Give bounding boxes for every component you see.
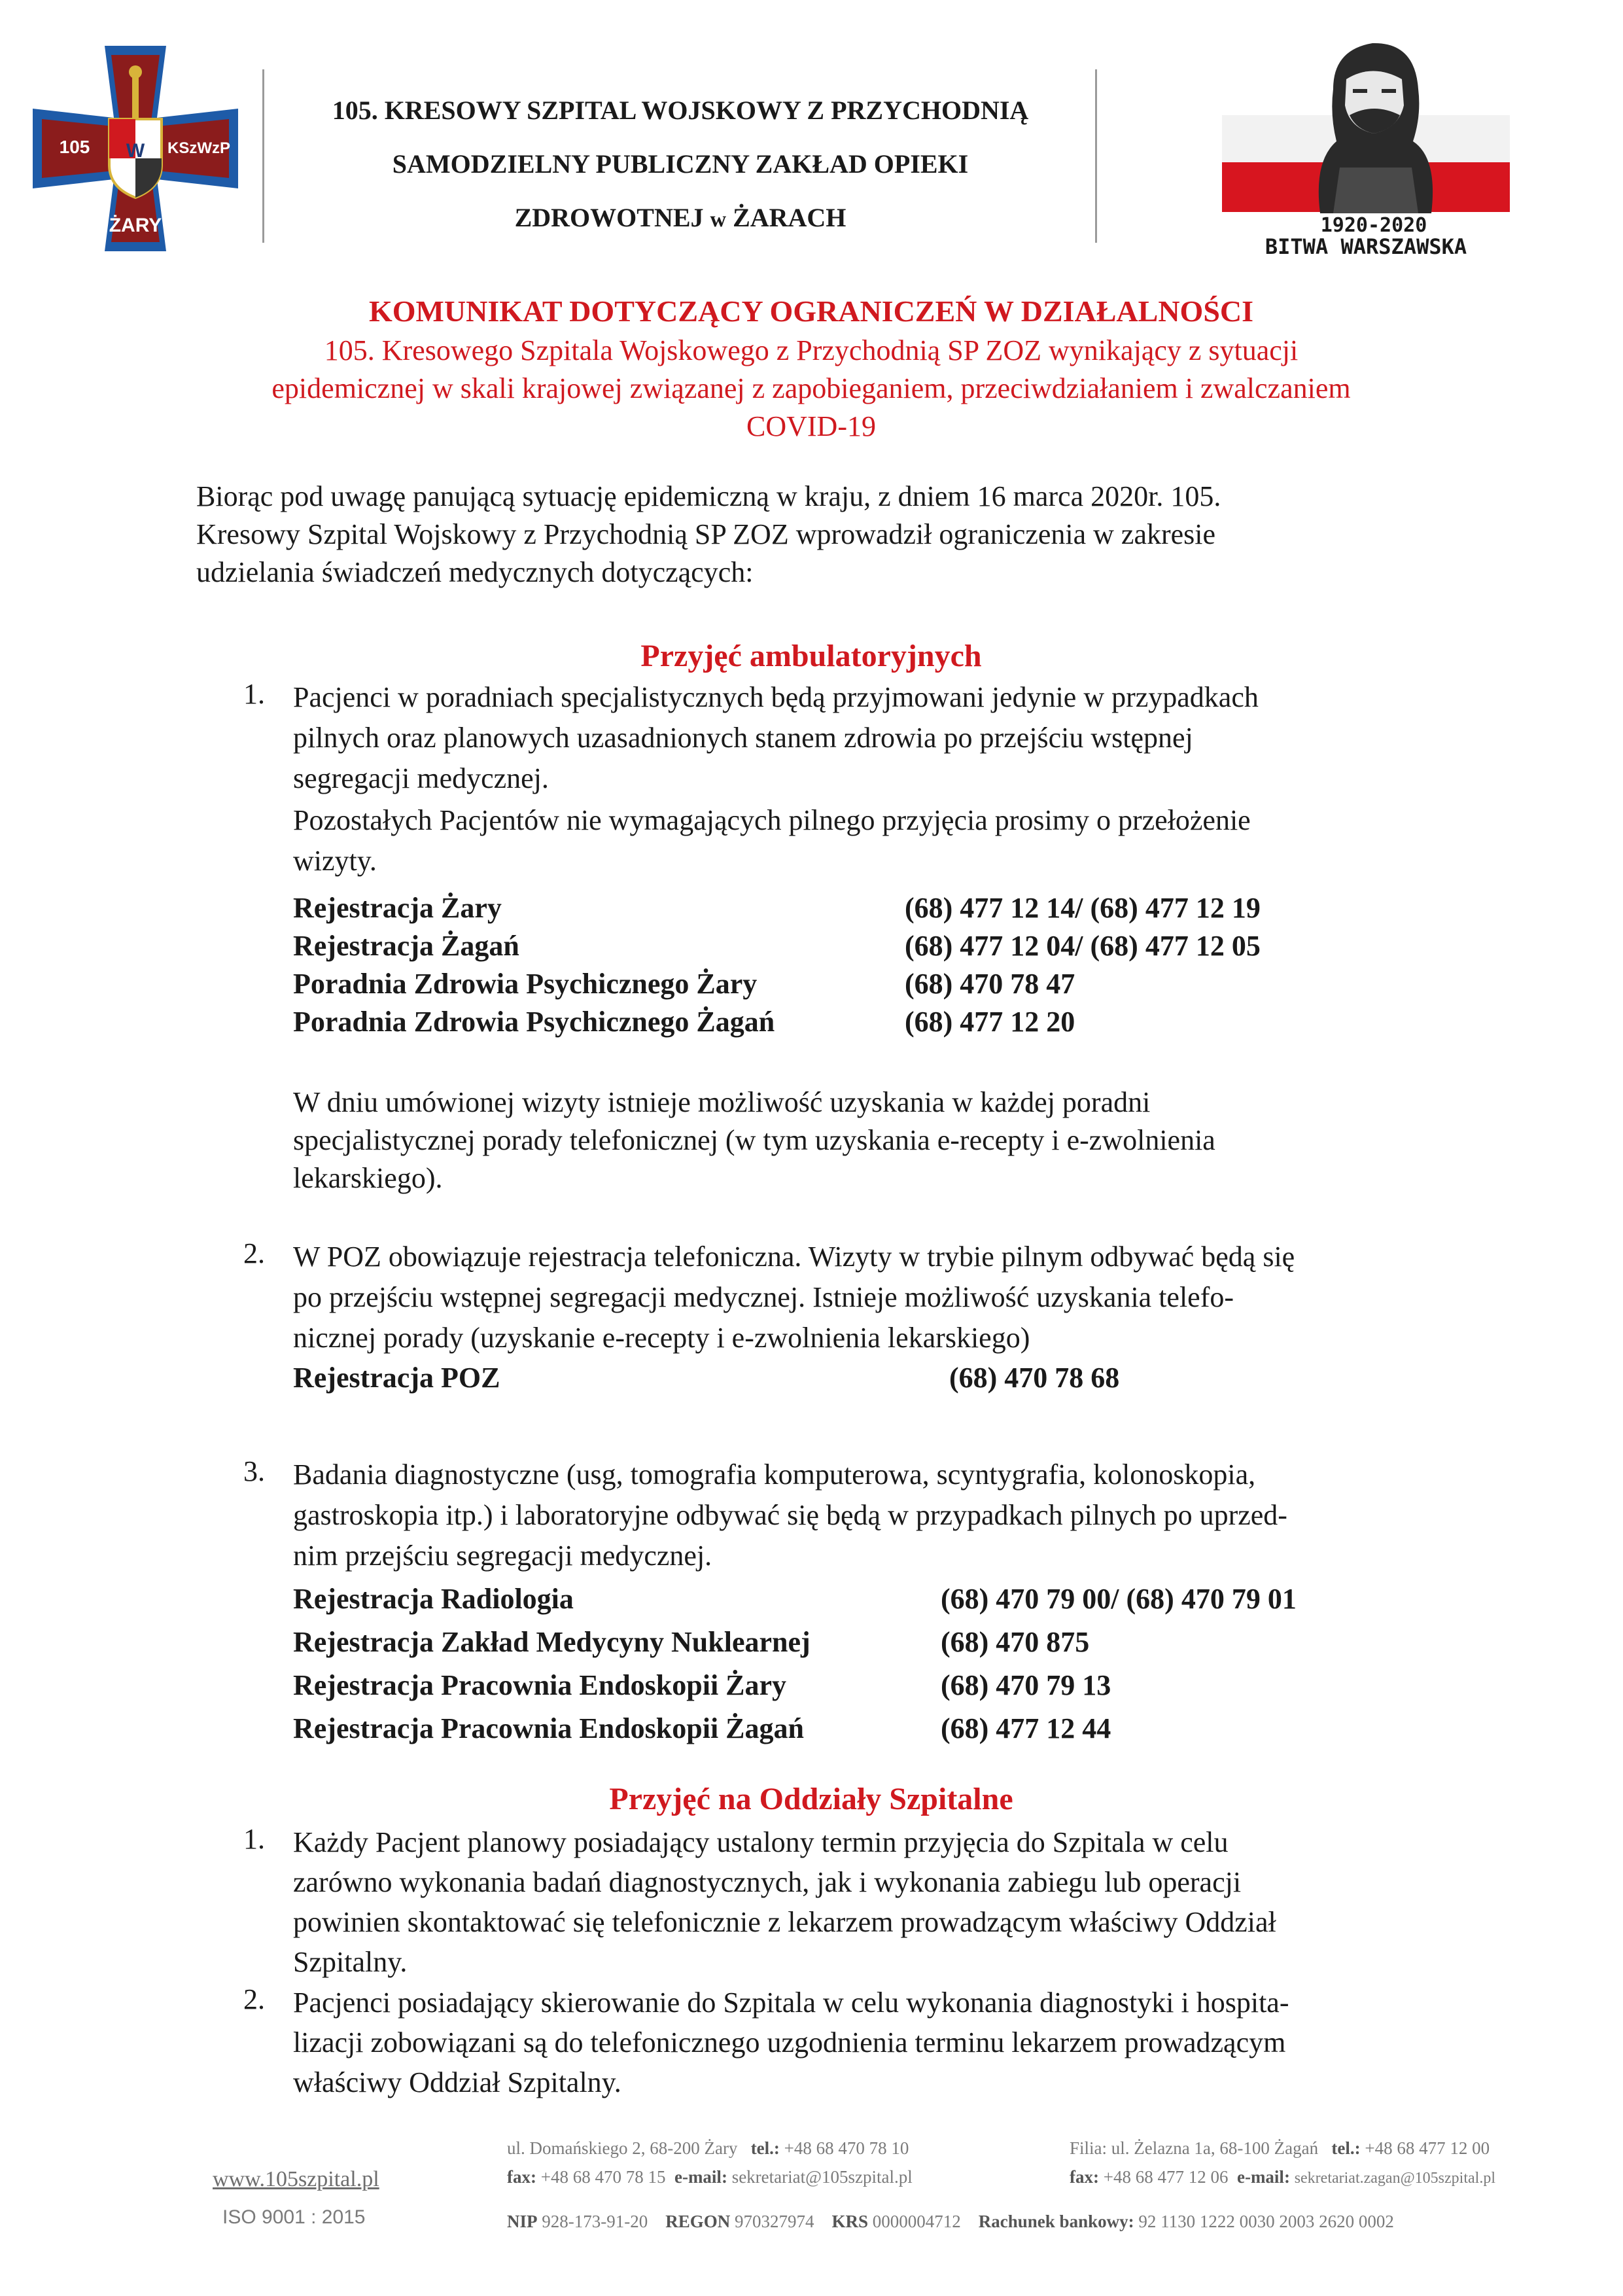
item-line: gastroskopia itp.) i laboratoryjne odbywać się będą w przypadkach pilnych po uprzed- <box>293 1499 1287 1531</box>
footer-branch-address-line <box>1070 2138 1490 2159</box>
branch-email: sekretariat.zagan@105szpital.pl <box>1294 2170 1495 2187</box>
logo-mark: W <box>126 140 145 162</box>
footer-main-contact-line <box>507 2167 913 2187</box>
intro-line: Biorąc pod uwagę panującą sytuację epidemiczną w kraju, z dniem 16 marca 2020r. 105. <box>196 480 1221 512</box>
registration-name: Rejestracja Żary <box>293 892 502 924</box>
item-line: wizyty. <box>293 845 377 877</box>
registration-phone: (68) 470 78 47 <box>905 968 1075 1000</box>
registration-phone: (68) 470 79 13 <box>941 1669 1111 1701</box>
list-item-text <box>293 1822 1276 1982</box>
note-line: specjalistycznej porady telefonicznej (w tym uzyskania e-recepty i e-zwolnienia <box>293 1124 1215 1156</box>
item-line: segregacji medycznej. <box>293 762 549 794</box>
registration-name: Rejestracja Pracownia Endoskopii Żagań <box>293 1712 804 1744</box>
item-note <box>293 1084 1215 1197</box>
logo-city: ŻARY <box>109 215 162 236</box>
registration-name: Rejestracja Zakład Medycyny Nuklearnej <box>293 1626 811 1658</box>
item-line: nicznej porady (uzyskanie e-recepty i e-zwolnienia lekarskiego) <box>293 1322 1030 1354</box>
item-line: zarówno wykonania badań diagnostycznych, jak i wykonania zabiegu lub operacji <box>293 1866 1242 1898</box>
website-link[interactable]: www.105szpital.pl <box>213 2167 379 2191</box>
krs-value: 0000004712 <box>872 2212 961 2231</box>
intro-line: Kresowy Szpital Wojskowy z Przychodnią SP ZOZ wprowadził ograniczenia w zakresie <box>196 518 1216 550</box>
branch-fax-label: fax: <box>1070 2167 1099 2187</box>
bank-label: Rachunek bankowy: <box>978 2212 1134 2231</box>
item-line: powinien skontaktować się telefonicznie z lekarzem prowadzącym właściwy Oddział <box>293 1906 1276 1938</box>
subtitle-line: epidemicznej w skali krajowej związanej z zapobieganiem, przeciwdziałaniem i zwalczaniem <box>271 372 1351 404</box>
main-fax-label: fax: <box>507 2167 536 2187</box>
item-line: Pacjenci w poradniach specjalistycznych będą przyjmowani jedynie w przypadkach <box>293 681 1259 713</box>
intro-paragraph <box>196 478 1221 592</box>
list-item-text <box>293 1983 1289 2102</box>
portrait-illustration <box>1319 43 1433 213</box>
item-line: Pacjenci posiadający skierowanie do Szpitala w celu wykonania diagnostyki i hospita- <box>293 1987 1289 2019</box>
registration-name: Poradnia Zdrowia Psychicznego Żagań <box>293 1006 775 1038</box>
item-line: Badania diagnostyczne (usg, tomografia komputerowa, scyntygrafia, kolonoskopia, <box>293 1458 1256 1491</box>
hospital-name <box>268 84 1092 247</box>
branch-tel-label: tel.: <box>1331 2138 1361 2158</box>
item-line: Szpitalny. <box>293 1946 408 1978</box>
anniversary-logo <box>1222 17 1510 256</box>
krs-label: KRS <box>831 2212 869 2231</box>
item-line: pilnych oraz planowych uzasadnionych stanem zdrowia po przejściu wstępnej <box>293 722 1193 754</box>
section-title-ambulatory: Przyjęć ambulatoryjnych <box>640 639 982 673</box>
subtitle-line: 105. Kresowego Szpitala Wojskowego z Przychodnią SP ZOZ wynikający z sytuacji <box>324 334 1299 366</box>
nip-value: 928-173-91-20 <box>542 2212 648 2231</box>
list-number: 1. <box>243 1823 265 1855</box>
item-line: Każdy Pacjent planowy posiadający ustalony termin przyjęcia do Szpitala w celu <box>293 1826 1229 1858</box>
registration-phone: (68) 470 875 <box>941 1626 1090 1658</box>
note-line: lekarskiego). <box>293 1162 443 1194</box>
registration-phone: (68) 477 12 14/ (68) 477 12 19 <box>905 892 1261 924</box>
main-email-label: e-mail: <box>674 2167 727 2187</box>
item-line: nim przejściu segregacji medycznej. <box>293 1540 712 1572</box>
registration-name: Rejestracja POZ <box>293 1362 500 1394</box>
subtitle-line: COVID-19 <box>746 410 876 442</box>
iso-certification: ISO 9001 : 2015 <box>222 2206 366 2228</box>
note-line: W dniu umówionej wizyty istnieje możliwość uzyskania w każdej poradni <box>293 1086 1151 1118</box>
logo-caption: BITWA WARSZAWSKA <box>1265 234 1467 256</box>
hospital-logo <box>27 41 243 256</box>
main-tel-label: tel.: <box>750 2138 780 2158</box>
footer-registry-line <box>507 2212 1394 2232</box>
regon-value: 970327974 <box>735 2212 814 2231</box>
list-item-text <box>293 1455 1287 1576</box>
announcement-subtitle <box>131 332 1492 446</box>
list-number: 1. <box>243 678 265 710</box>
logo-number: 105 <box>59 137 90 157</box>
bank-value: 92 1130 1222 0030 2003 2620 0002 <box>1138 2212 1394 2231</box>
branch-tel: +48 68 477 12 00 <box>1365 2138 1490 2158</box>
branch-fax: +48 68 477 12 06 <box>1103 2167 1229 2187</box>
logo-text: KSzWzP <box>167 139 230 157</box>
branch-email-label: e-mail: <box>1236 2167 1290 2187</box>
hospital-name-line: ZDROWOTNEJ w ŻARACH <box>514 203 846 232</box>
main-tel: +48 68 470 78 10 <box>784 2138 909 2158</box>
header-divider-right <box>1095 69 1097 243</box>
registration-name: Rejestracja Żagań <box>293 930 519 962</box>
main-email: sekretariat@105szpital.pl <box>731 2167 913 2187</box>
registration-phone: (68) 477 12 04/ (68) 477 12 05 <box>905 930 1261 962</box>
hospital-name-line: 105. KRESOWY SZPITAL WOJSKOWY Z PRZYCHODNIĄ <box>332 96 1029 125</box>
registration-name: Rejestracja Pracownia Endoskopii Żary <box>293 1669 787 1701</box>
branch-address: Filia: ul. Żelazna 1a, 68-100 Żagań <box>1070 2138 1319 2158</box>
main-fax: +48 68 470 78 15 <box>540 2167 666 2187</box>
header-divider-left <box>262 69 264 243</box>
footer-branch-contact-line <box>1070 2167 1495 2187</box>
item-line: lizacji zobowiązani są do telefonicznego uzgodnienia terminu lekarzem prowadzącym <box>293 2026 1286 2058</box>
section-title-hospital-wards: Przyjęć na Oddziały Szpitalne <box>609 1782 1013 1816</box>
list-item-text <box>293 677 1259 881</box>
item-line: Pozostałych Pacjentów nie wymagających pilnego przyjęcia prosimy o przełożenie <box>293 804 1251 836</box>
item-line: W POZ obowiązuje rejestracja telefoniczna. Wizyty w trybie pilnym odbywać będą się <box>293 1241 1295 1273</box>
intro-line: udzielania świadczeń medycznych dotyczących: <box>196 556 754 588</box>
registration-phone: (68) 477 12 44 <box>941 1712 1111 1744</box>
registration-phone: (68) 470 79 00/ (68) 470 79 01 <box>941 1583 1297 1615</box>
announcement-title: KOMUNIKAT DOTYCZĄCY OGRANICZEŃ W DZIAŁALNOŚCI <box>368 294 1254 328</box>
regon-label: REGON <box>665 2212 731 2231</box>
registration-name: Rejestracja Radiologia <box>293 1583 574 1615</box>
list-number: 2. <box>243 1983 265 2015</box>
hospital-name-line: SAMODZIELNY PUBLICZNY ZAKŁAD OPIEKI <box>392 149 969 179</box>
item-line: właściwy Oddział Szpitalny. <box>293 2066 621 2098</box>
nip-label: NIP <box>507 2212 538 2231</box>
item-line: po przejściu wstępnej segregacji medycznej. Istnieje możliwość uzyskania telefo- <box>293 1281 1234 1313</box>
main-address: ul. Domańskiego 2, 68-200 Żary <box>507 2138 738 2158</box>
list-number: 2. <box>243 1237 265 1269</box>
list-item-text <box>293 1237 1295 1358</box>
registration-name: Poradnia Zdrowia Psychicznego Żary <box>293 968 758 1000</box>
logo-years: 1920-2020 <box>1320 214 1427 237</box>
announcement <box>131 291 1492 446</box>
list-number: 3. <box>243 1455 265 1487</box>
registration-phone: (68) 477 12 20 <box>905 1006 1075 1038</box>
registration-phone: (68) 470 78 68 <box>949 1362 1120 1394</box>
footer-main-address-line <box>507 2138 909 2159</box>
